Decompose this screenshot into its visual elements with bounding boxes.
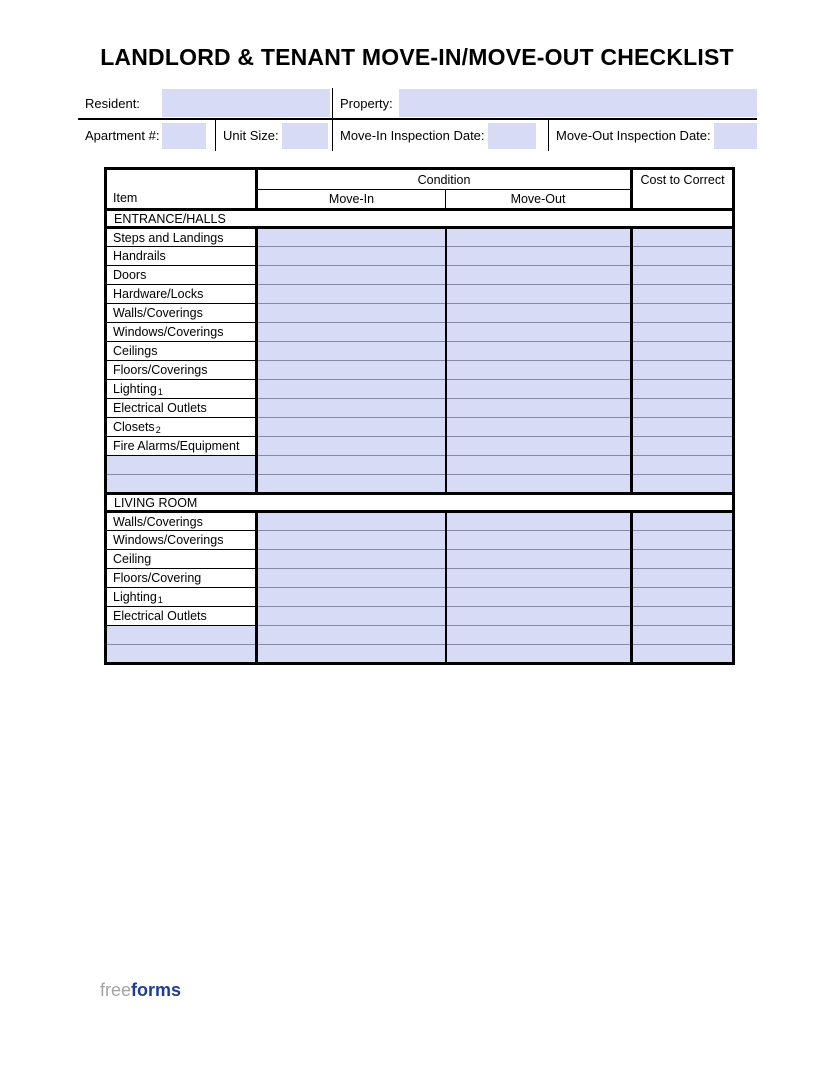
resident-label: Resident: (85, 95, 140, 111)
move-out-condition-field[interactable] (446, 399, 632, 418)
apartment-number-label: Apartment #: (85, 128, 160, 143)
freeforms-logo (100, 980, 181, 1001)
cost-to-correct-field[interactable] (632, 437, 734, 456)
move-in-condition-field[interactable] (257, 361, 446, 380)
move-out-condition-field[interactable] (446, 456, 632, 475)
item-text: Ceiling (113, 552, 152, 566)
move-in-condition-field[interactable] (257, 285, 446, 304)
section-header-entrance-halls: ENTRANCE/HALLS (106, 210, 734, 228)
move-out-condition-field[interactable] (446, 304, 632, 323)
item-label (106, 569, 257, 588)
move-out-condition-field[interactable] (446, 437, 632, 456)
cost-to-correct-field[interactable] (632, 380, 734, 399)
table-row (106, 550, 734, 569)
checklist-table-wrapper (104, 167, 735, 665)
move-in-date-label: Move-In Inspection Date: (340, 128, 485, 143)
unit-size-label: Unit Size: (223, 128, 279, 143)
cost-to-correct-field[interactable] (632, 228, 734, 247)
item-label (106, 323, 257, 342)
move-out-date-label: Move-Out Inspection Date: (556, 128, 711, 143)
table-row (106, 380, 734, 399)
unit-size-cell (215, 120, 332, 151)
table-row (106, 456, 734, 475)
item-text: Lighting (113, 590, 157, 604)
unit-size-input[interactable] (282, 123, 328, 149)
section-header-living-room: LIVING ROOM (106, 494, 734, 512)
item-label (106, 342, 257, 361)
table-row (106, 645, 734, 664)
item-text: Handrails (113, 249, 166, 263)
item-text: Closets (113, 420, 155, 434)
item-label (106, 588, 257, 607)
item-label (106, 304, 257, 323)
property-label: Property: (340, 95, 393, 111)
move-in-condition-field[interactable] (257, 475, 446, 494)
cost-to-correct-field[interactable] (632, 531, 734, 550)
checklist-table (104, 167, 735, 665)
move-in-condition-field[interactable] (257, 569, 446, 588)
item-label (106, 285, 257, 304)
resident-input[interactable] (162, 89, 330, 117)
item-label (106, 607, 257, 626)
move-out-condition-field[interactable] (446, 247, 632, 266)
item-text: Floors/Covering (113, 571, 202, 585)
move-in-condition-field[interactable] (257, 228, 446, 247)
item-label (106, 380, 257, 399)
logo-text-free: free (100, 980, 132, 1000)
item-text: Doors (113, 268, 147, 282)
move-in-condition-field[interactable] (257, 626, 446, 645)
move-in-date-cell (332, 120, 548, 151)
cost-to-correct-field[interactable] (632, 304, 734, 323)
table-row (106, 304, 734, 323)
move-out-condition-field[interactable] (446, 531, 632, 550)
item-field[interactable] (106, 645, 257, 664)
move-in-condition-field[interactable] (257, 512, 446, 531)
column-header-move-in: Move-In (328, 192, 375, 206)
table-row (106, 285, 734, 304)
table-row (106, 626, 734, 645)
item-field[interactable] (106, 456, 257, 475)
move-in-condition-field[interactable] (257, 342, 446, 361)
table-row (106, 361, 734, 380)
move-in-condition-field[interactable] (257, 323, 446, 342)
move-out-condition-field[interactable] (446, 228, 632, 247)
move-out-condition-field[interactable] (446, 588, 632, 607)
item-field[interactable] (106, 626, 257, 645)
apartment-number-input[interactable] (162, 123, 206, 149)
item-label (106, 512, 257, 531)
header-fields-row-1 (78, 88, 757, 120)
header-fields (78, 88, 757, 151)
column-header-cost-to-correct: Cost to Correct (632, 169, 734, 210)
cost-to-correct-field[interactable] (632, 588, 734, 607)
table-row (106, 512, 734, 531)
cost-to-correct-field[interactable] (632, 475, 734, 494)
move-in-condition-field[interactable] (257, 531, 446, 550)
move-out-condition-field[interactable] (446, 361, 632, 380)
cost-to-correct-field[interactable] (632, 645, 734, 664)
move-in-condition-field[interactable] (257, 588, 446, 607)
resident-cell (78, 88, 332, 118)
item-label (106, 399, 257, 418)
item-label (106, 247, 257, 266)
table-row (106, 437, 734, 456)
item-text: Windows/Coverings (113, 325, 224, 339)
table-row (106, 266, 734, 285)
table-row (106, 342, 734, 361)
item-text: Electrical Outlets (113, 401, 207, 415)
move-in-condition-field[interactable] (257, 550, 446, 569)
cost-to-correct-field[interactable] (632, 550, 734, 569)
move-in-condition-field[interactable] (257, 380, 446, 399)
table-row (106, 228, 734, 247)
table-row (106, 475, 734, 494)
table-header-row-1 (106, 169, 734, 190)
item-label (106, 550, 257, 569)
item-text: Windows/Coverings (113, 533, 224, 547)
move-out-condition-field[interactable] (446, 607, 632, 626)
cost-to-correct-field[interactable] (632, 626, 734, 645)
item-text: Ceilings (113, 344, 158, 358)
cost-to-correct-field[interactable] (632, 247, 734, 266)
move-in-condition-field[interactable] (257, 247, 446, 266)
item-field[interactable] (106, 475, 257, 494)
move-out-date-cell (548, 120, 757, 151)
move-in-date-input[interactable] (488, 123, 536, 149)
item-text: Fire Alarms/Equipment (113, 439, 240, 453)
table-row (106, 607, 734, 626)
cost-to-correct-field[interactable] (632, 323, 734, 342)
table-row (106, 569, 734, 588)
footnote-marker: 1 (157, 595, 163, 605)
move-out-condition-field[interactable] (446, 475, 632, 494)
move-out-condition-field[interactable] (446, 569, 632, 588)
move-in-condition-field[interactable] (257, 266, 446, 285)
move-out-date-input[interactable] (714, 123, 757, 149)
item-text: Lighting (113, 382, 157, 396)
apartment-cell (78, 120, 215, 151)
cost-to-correct-field[interactable] (632, 456, 734, 475)
item-text: Floors/Coverings (113, 363, 208, 377)
item-label (106, 437, 257, 456)
move-in-condition-field[interactable] (257, 399, 446, 418)
table-row (106, 588, 734, 607)
item-label (106, 228, 257, 247)
header-fields-row-2 (78, 120, 757, 151)
move-in-condition-field[interactable] (257, 645, 446, 664)
move-out-condition-field[interactable] (446, 342, 632, 361)
table-row (106, 247, 734, 266)
move-in-condition-field[interactable] (257, 304, 446, 323)
item-text: Hardware/Locks (113, 287, 204, 301)
footnote-marker: 1 (157, 387, 163, 397)
footnote-marker: 2 (155, 425, 161, 435)
move-in-condition-field[interactable] (257, 418, 446, 437)
table-row (106, 323, 734, 342)
move-in-condition-field[interactable] (257, 607, 446, 626)
cost-to-correct-field[interactable] (632, 569, 734, 588)
item-text: Walls/Coverings (113, 514, 203, 529)
cost-to-correct-field[interactable] (632, 607, 734, 626)
item-label (106, 361, 257, 380)
column-header-item: Item (106, 169, 257, 210)
cost-to-correct-field[interactable] (632, 418, 734, 437)
item-text: Steps and Landings (113, 230, 224, 245)
cost-to-correct-field[interactable] (632, 266, 734, 285)
cost-to-correct-field[interactable] (632, 342, 734, 361)
move-out-condition-field[interactable] (446, 512, 632, 531)
move-in-condition-field[interactable] (257, 437, 446, 456)
column-header-condition: Condition (257, 169, 632, 190)
table-row (106, 418, 734, 437)
move-out-condition-field[interactable] (446, 380, 632, 399)
section-row-living-room (106, 494, 734, 512)
move-out-condition-field[interactable] (446, 550, 632, 569)
move-in-condition-field[interactable] (257, 456, 446, 475)
move-out-condition-field[interactable] (446, 266, 632, 285)
page-title: LANDLORD & TENANT MOVE-IN/MOVE-OUT CHECKLIST (100, 44, 734, 70)
table-row (106, 531, 734, 550)
move-out-condition-field[interactable] (446, 418, 632, 437)
move-out-condition-field[interactable] (446, 626, 632, 645)
move-out-condition-field[interactable] (446, 323, 632, 342)
cost-to-correct-field[interactable] (632, 399, 734, 418)
logo-text-forms: forms (131, 980, 182, 1000)
property-input[interactable] (399, 89, 757, 117)
cost-to-correct-field[interactable] (632, 285, 734, 304)
item-label (106, 266, 257, 285)
item-label (106, 418, 257, 437)
item-text: Walls/Coverings (113, 306, 203, 320)
cost-to-correct-field[interactable] (632, 512, 734, 531)
table-row (106, 399, 734, 418)
section-row-entrance-halls (106, 210, 734, 228)
cost-to-correct-field[interactable] (632, 361, 734, 380)
property-cell (332, 88, 757, 118)
item-text: Electrical Outlets (113, 609, 207, 623)
column-header-move-out: Move-Out (446, 190, 632, 210)
move-out-condition-field[interactable] (446, 645, 632, 664)
item-label (106, 531, 257, 550)
move-out-condition-field[interactable] (446, 285, 632, 304)
